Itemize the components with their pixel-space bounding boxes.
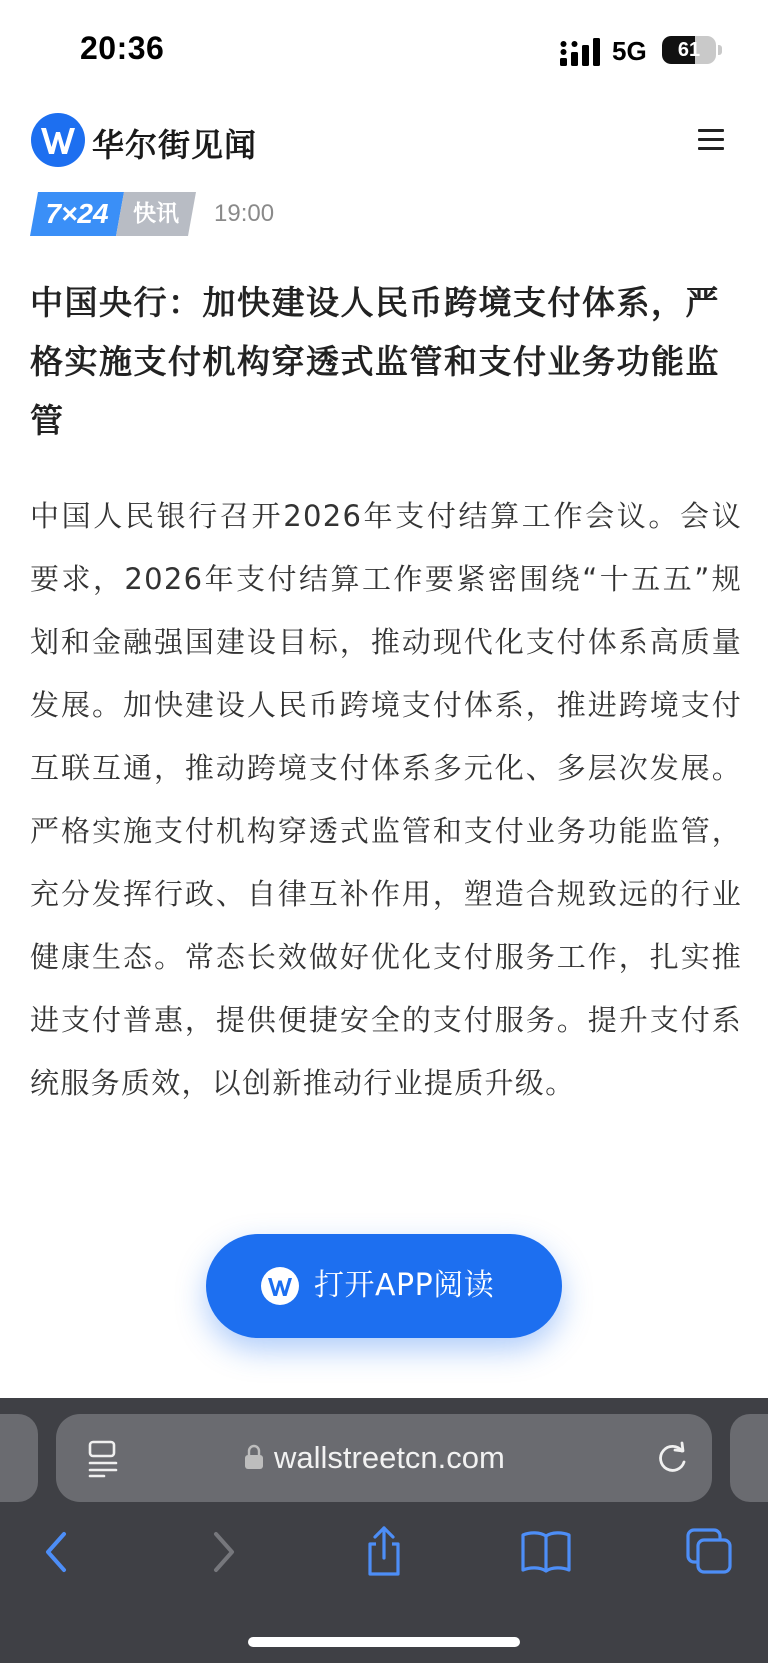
status-bar (0, 0, 768, 100)
bookmarks-icon[interactable] (516, 1522, 576, 1582)
site-header (0, 108, 768, 172)
battery-icon (662, 36, 716, 64)
reader-mode-icon[interactable] (86, 1438, 122, 1478)
battery-nub (718, 45, 722, 55)
publish-time: 19:00 (214, 200, 275, 227)
home-indicator[interactable] (248, 1637, 520, 1647)
address-bar[interactable] (56, 1414, 712, 1502)
badge-primary-label: 7×24 (45, 198, 109, 229)
next-tab-peek[interactable] (730, 1414, 768, 1502)
status-time: 20:36 (80, 30, 165, 66)
hamburger-menu-icon[interactable] (696, 126, 726, 152)
article-meta (30, 192, 730, 236)
badge-secondary-label: 快讯 (133, 200, 179, 227)
tabs-icon[interactable] (680, 1522, 740, 1582)
article-headline: 中国央行：加快建设人民币跨境支付体系，严格实施支付机构穿透式监管和支付业务功能监管 (30, 283, 720, 440)
live-news-badge (30, 192, 196, 236)
article-body: 中国人民银行召开2026年支付结算工作会议。会议要求，2026年支付结算工作要紧密围绕“十五五”规划和金融强国建设目标，推动现代化支付体系高质量发展。加快建设人民币跨境支付体系，推进跨境支付互联互通，推动跨境支付体系多元化、多层次发展。严格实施支付机构穿透式监管和支付业务功能监管，充分发挥行政、自律互补作用，塑造合规致远的行业健康生态。常态长效做好优化支付服务工作，扎实推进支付普惠，提供便捷安全的支付服务。提升支付系统服务质效，以创新推动行业提质升级。 (30, 499, 742, 1100)
url-text: wallstreetcn.com (274, 1440, 505, 1475)
cellular-signal-icon (560, 38, 602, 66)
lock-icon (244, 1444, 264, 1470)
share-icon[interactable] (354, 1522, 414, 1582)
site-logo-icon[interactable] (30, 112, 86, 168)
browser-toolbar (0, 1398, 768, 1663)
back-icon[interactable] (28, 1522, 88, 1582)
previous-tab-peek[interactable] (0, 1414, 38, 1502)
battery-percent: 61 (677, 39, 701, 61)
open-app-button[interactable] (206, 1234, 562, 1338)
reload-icon[interactable] (652, 1438, 692, 1478)
browser-nav-row (0, 1522, 768, 1602)
open-app-label: 打开APP阅读 (314, 1268, 495, 1303)
forward-icon[interactable] (192, 1522, 252, 1582)
site-name[interactable]: 华尔街见闻 (92, 126, 258, 164)
app-logo-icon (260, 1266, 300, 1306)
network-type: 5G (612, 36, 647, 66)
